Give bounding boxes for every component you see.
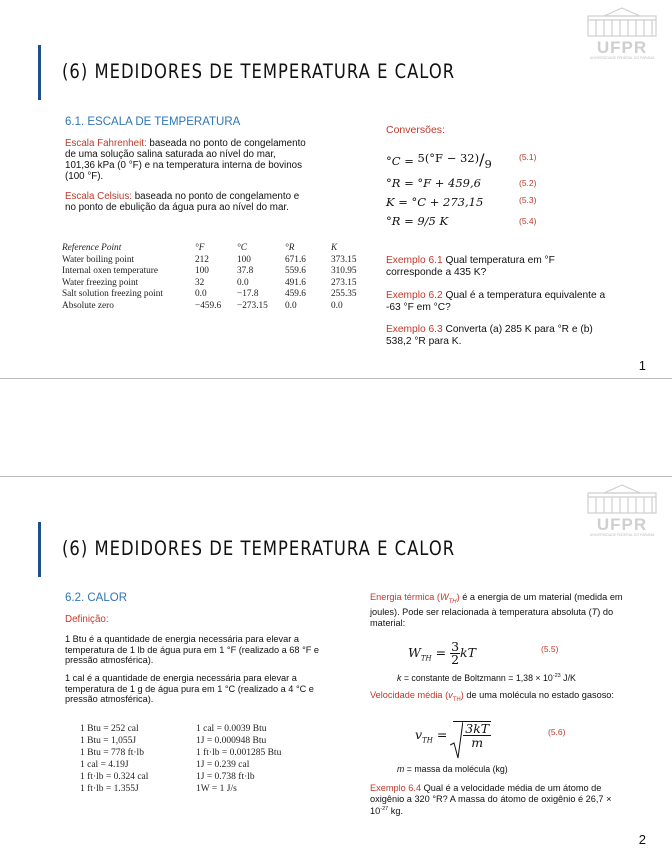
slide-title: (6) MEDIDORES DE TEMPERATURA E CALOR <box>62 60 456 83</box>
thermal-text: material: <box>370 617 406 628</box>
table-row <box>62 278 371 290</box>
conversion-cell: 1J = 0.239 cal <box>196 760 250 771</box>
boltzmann-exponent: -23 <box>552 673 561 679</box>
fraction-numerator: 3kT <box>465 721 490 736</box>
thermal-symbol: W <box>439 592 449 602</box>
velocity-paragraph <box>370 690 614 706</box>
conversion-cell: 1W = 1 J/s <box>196 784 237 795</box>
fahrenheit-paragraph <box>65 138 306 182</box>
example-6-3 <box>386 324 593 348</box>
velocity-label: Velocidade média ( <box>370 690 449 700</box>
table-cell: −17.8 <box>237 289 259 300</box>
thermal-close: ) <box>456 592 460 602</box>
conversion-cell: 1 ft·lb = 0.324 cal <box>80 772 149 783</box>
building-icon <box>582 483 662 515</box>
table-cell: Water boiling point <box>62 254 135 265</box>
mass-note <box>397 764 508 775</box>
celsius-label: Escala Celsius: <box>65 191 132 202</box>
fahrenheit-text: de uma solução salina saturada ao nível do mar, <box>65 149 276 160</box>
ufpr-logo <box>578 6 666 64</box>
title-accent-bar <box>38 522 41 577</box>
table-cell: 0.0 <box>331 300 343 311</box>
btu-text: pressão atmosférica). <box>65 655 154 665</box>
fraction-numerator: 3 <box>451 639 460 654</box>
equation-5-6 <box>415 721 491 750</box>
slide-2 <box>0 476 672 854</box>
conversion-row <box>80 760 281 772</box>
btu-text: temperatura de 1 lb de água pura em 1 °F (realizado a 68 °F e <box>65 644 320 655</box>
table-header: °F <box>195 243 205 253</box>
equation-denominator: 9 <box>484 157 492 171</box>
conversion-cell: 1 Btu = 1,055J <box>80 736 137 747</box>
table-cell: 255.35 <box>331 289 357 300</box>
conversion-row <box>80 784 281 796</box>
page-number: 2 <box>638 832 646 847</box>
fraction-denominator: 2 <box>451 652 460 667</box>
thermal-text: é a energia de um material (medida em <box>459 592 623 602</box>
example-label: Exemplo 6.4 <box>370 783 422 793</box>
cal-definition <box>65 673 314 705</box>
fahrenheit-label: Escala Fahrenheit: <box>65 138 147 149</box>
example-label: Exemplo 6.1 <box>386 255 443 266</box>
section-title: 6.2. CALOR <box>65 592 127 604</box>
mass-text: = massa da molécula (kg) <box>404 764 508 774</box>
table-row <box>62 301 371 313</box>
celsius-paragraph <box>65 191 299 213</box>
conversion-row <box>80 736 281 748</box>
conversion-row <box>80 772 281 784</box>
example-text: 538,2 °R para K. <box>386 336 462 347</box>
btu-definition <box>65 634 319 666</box>
table-cell: Salt solution freezing point <box>62 289 163 300</box>
example-text: Qual temperatura em °F <box>442 255 555 266</box>
table-cell: 373.15 <box>331 254 357 265</box>
example-6-4 <box>370 783 611 817</box>
equation-rhs: kT <box>460 645 476 660</box>
table-cell: Absolute zero <box>62 300 114 311</box>
example-exponent: -27 <box>380 806 389 812</box>
boltzmann-note <box>397 671 576 684</box>
definition-label: Definição: <box>65 614 109 625</box>
example-label: Exemplo 6.2 <box>386 290 443 301</box>
equation-number: (5.6) <box>548 727 566 737</box>
boltzmann-text: = constante de Boltzmann = 1,38 × 10 <box>401 672 553 683</box>
conversion-cell: 1 ft·lb = 0.001285 Btu <box>196 748 282 759</box>
cal-text: 1 cal é a quantidade de energia necessária para elevar a <box>65 673 297 683</box>
fraction-denominator: m <box>471 735 484 750</box>
table-row <box>62 255 371 267</box>
table-cell: 100 <box>237 254 251 265</box>
table-cell: −459.6 <box>195 300 222 311</box>
equation-subscript: TH <box>420 654 432 663</box>
velocity-text: de uma molécula no estado gasoso: <box>463 690 614 700</box>
equation-number: (5.2) <box>519 178 537 188</box>
fraction <box>463 722 491 749</box>
equals-sign: = <box>431 645 451 660</box>
table-header: °C <box>237 243 247 253</box>
radical-sign-icon <box>450 721 463 759</box>
thermal-text: ) do <box>597 607 614 618</box>
slide-1 <box>0 0 672 379</box>
conversion-cell: 1J = 0.738 ft·lb <box>196 772 255 783</box>
conversions-title: Conversões: <box>386 124 445 136</box>
celsius-text: no ponto de ebulição da água pura ao nível do mar. <box>65 202 289 213</box>
conversion-row <box>80 724 281 736</box>
thermal-subscript: TH <box>448 598 457 605</box>
equation-number: (5.1) <box>519 152 537 162</box>
equation-number: (5.3) <box>519 195 537 205</box>
boltzmann-unit: J/K <box>560 672 576 683</box>
ufpr-logo <box>578 483 666 541</box>
example-6-1 <box>386 255 555 279</box>
equation-lhs: v <box>415 727 423 742</box>
table-cell: 0.0 <box>285 300 297 311</box>
table-cell: 100 <box>195 266 209 277</box>
equation-lhs: W <box>408 645 421 660</box>
example-text: Qual é a temperatura equivalente a <box>442 290 606 301</box>
example-text: corresponde a 435 K? <box>386 267 487 278</box>
table-header: °R <box>285 243 295 253</box>
logo-text: UFPR <box>596 38 648 57</box>
reference-points-table <box>62 243 371 313</box>
energy-conversions-table <box>80 724 281 797</box>
conversion-cell: 1 ft·lb = 1.355J <box>80 784 139 795</box>
cal-text: temperatura de 1 g de água pura em 1 °C (realizado a 4 °C e <box>65 683 314 694</box>
table-cell: 310.95 <box>331 266 357 277</box>
table-row <box>62 289 371 301</box>
cal-text: pressão atmosférica). <box>65 694 154 704</box>
table-header: Reference Point <box>62 243 122 253</box>
equation-number: (5.5) <box>541 644 559 654</box>
velocity-close: ) <box>460 690 464 700</box>
equation-numerator: 5(°F − 32) <box>417 151 480 165</box>
conversion-cell: 1J = 0.000948 Btu <box>196 736 267 747</box>
table-row <box>62 266 371 278</box>
fahrenheit-text: baseada no ponto de congelamento <box>146 138 306 149</box>
thermal-text: joules). Pode ser relacionada à temperatura absoluta ( <box>370 607 592 618</box>
conversion-row <box>80 748 281 760</box>
table-cell: 559.6 <box>285 266 306 277</box>
table-cell: 273.15 <box>331 277 357 288</box>
conversion-cell: 1 Btu = 252 cal <box>80 724 139 734</box>
example-text: -63 °F em °C? <box>386 302 451 313</box>
thermal-energy-paragraph <box>370 592 623 628</box>
example-text: oxigênio a 320 °R? A massa do átomo de oxigênio é 26,7 × <box>370 793 612 804</box>
table-cell: 32 <box>195 277 205 288</box>
velocity-subscript: TH <box>452 696 461 703</box>
fahrenheit-text: 101,36 kPa (0 °F) e na temperatura interna de bovinos <box>65 160 303 171</box>
equation-subscript: TH <box>422 736 433 745</box>
thermal-label: Energia térmica ( <box>370 592 440 602</box>
conversion-cell: 1 Btu = 778 ft·lb <box>80 748 144 759</box>
title-accent-bar <box>38 45 41 100</box>
page-number: 1 <box>638 358 646 373</box>
equation-5-1: °C = 5(°F − 32)/9 <box>386 150 492 171</box>
table-cell: −273.15 <box>237 300 268 311</box>
equation-lhs: °C = <box>386 154 414 168</box>
table-cell: Water freezing point <box>62 277 139 288</box>
thermal-T: T <box>591 607 598 618</box>
table-cell: 0.0 <box>195 289 207 300</box>
example-text: Qual é a velocidade média de um átomo de <box>421 783 602 793</box>
fraction <box>450 641 460 666</box>
table-cell: 37.8 <box>237 266 254 277</box>
equation-5-3: K = °C + 273,15 <box>386 195 484 209</box>
example-text: kg. <box>388 806 403 817</box>
building-icon <box>582 6 662 38</box>
example-text: 10 <box>370 806 381 817</box>
fahrenheit-text: (100 °F). <box>65 171 104 182</box>
square-root <box>453 721 491 750</box>
velocity-symbol: v <box>448 690 453 700</box>
table-header-row <box>62 243 371 255</box>
equation-5-5 <box>408 641 476 666</box>
table-header: K <box>331 243 338 253</box>
example-label: Exemplo 6.3 <box>386 324 443 335</box>
example-text: Converta (a) 285 K para °R e (b) <box>442 324 593 335</box>
conversion-cell: 1 cal = 4.19J <box>80 760 129 771</box>
btu-text: 1 Btu é a quantidade de energia necessária para elevar a <box>65 634 299 644</box>
boltzmann-k: k <box>397 672 402 683</box>
example-6-2 <box>386 290 605 314</box>
section-title: 6.1. ESCALA DE TEMPERATURA <box>65 116 241 128</box>
table-cell: 459.6 <box>285 289 306 300</box>
table-cell: 212 <box>195 254 209 265</box>
celsius-text: baseada no ponto de congelamento e <box>131 191 300 202</box>
table-cell: 491.6 <box>285 277 306 288</box>
logo-text: UFPR <box>596 515 648 534</box>
table-cell: 671.6 <box>285 254 306 265</box>
mass-m: m <box>397 764 405 774</box>
logo-subtitle: UNIVERSIDADE FEDERAL DO PARANÁ <box>589 56 655 60</box>
equation-5-2: °R = °F + 459,6 <box>386 176 481 190</box>
conversion-cell: 1 cal = 0.0039 Btu <box>196 724 267 734</box>
table-cell: Internal oxen temperature <box>62 266 159 277</box>
slide-title: (6) MEDIDORES DE TEMPERATURA E CALOR <box>62 537 456 560</box>
equation-5-4: °R = 9/5 K <box>386 214 449 228</box>
equation-number: (5.4) <box>519 216 537 226</box>
equals-sign: = <box>432 727 452 742</box>
table-cell: 0.0 <box>237 277 249 288</box>
logo-subtitle: UNIVERSIDADE FEDERAL DO PARANÁ <box>589 533 655 537</box>
